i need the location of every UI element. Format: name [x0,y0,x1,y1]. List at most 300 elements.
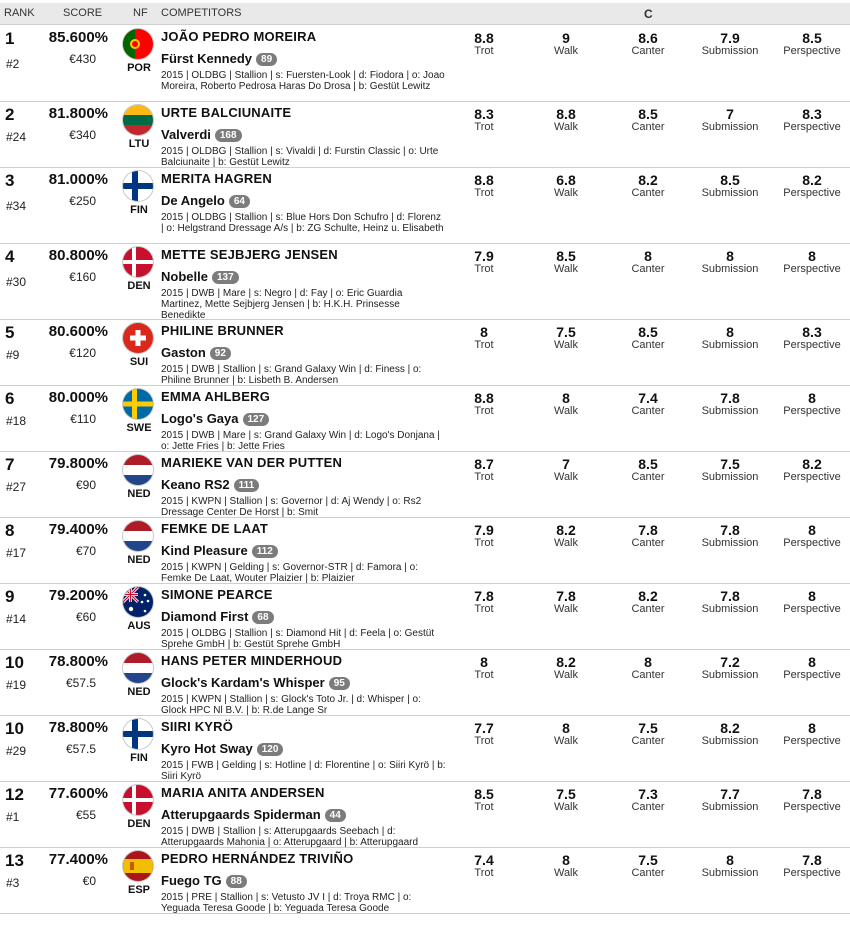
mark-perspective [767,107,850,133]
mark-value: 7.9 [474,522,494,538]
mark-trot [439,31,529,57]
mark-canter [603,523,693,549]
mark-label: Walk [553,603,579,615]
mark-value: 9 [562,30,570,46]
mark-walk [521,787,611,813]
bib-number: #14 [6,612,27,626]
mark-value: 8 [808,522,816,538]
mark-label: Perspective [783,45,841,57]
mark-value: 7.8 [720,522,740,538]
mark-value: 8.8 [474,30,494,46]
mark-label: Trot [474,121,494,133]
horse-name-text: Valverdi [161,127,211,142]
mark-walk [521,391,611,417]
mark-value: 7.9 [474,248,494,264]
mark-label: Canter [631,263,665,275]
horse-name[interactable] [161,477,259,492]
mark-label: Canter [631,603,665,615]
mark-value: 8 [562,390,570,406]
table-row[interactable] [0,102,850,168]
rider-name[interactable]: PHILINE BRUNNER [161,323,284,338]
flag-icon [123,521,153,551]
horse-name[interactable] [161,807,346,822]
horse-info: 2015 | OLDBG | Stallion | s: Vivaldi | d: Furstin Classic | o: Urte Balciunaite | b: Gestüt Lewitz [161,146,439,168]
table-header [0,3,850,25]
horse-name-text: Glock's Kardam's Whisper [161,675,325,690]
bib-number: #9 [6,348,20,362]
mark-label: Trot [474,263,494,275]
mark-value: 7.5 [638,852,658,868]
mark-walk [521,31,611,57]
nation-code: NED [127,488,151,500]
mark-label: Canter [631,471,665,483]
table-row[interactable] [0,716,850,782]
prize-money: €57.5 [65,742,96,756]
horse-info: 2015 | KWPN | Gelding | s: Governor-STR | d: Famora | o: Femke De Laat, Wouter Plaizier | b: Plaizier [161,562,418,584]
mark-canter [603,391,693,417]
mark-trot [439,787,529,813]
mark-label: Trot [474,669,494,681]
horse-name[interactable] [161,873,247,888]
mark-value: 7.7 [720,786,740,802]
nation-code: DEN [127,280,151,292]
rider-name[interactable]: JOÃO PEDRO MOREIRA [161,29,317,44]
horse-name[interactable] [161,193,250,208]
mark-value: 8 [480,324,488,340]
mark-trot [439,655,529,681]
mark-value: 8.3 [474,106,494,122]
rider-name[interactable]: MARIEKE VAN DER PUTTEN [161,455,343,470]
mark-value: 8 [644,248,652,264]
mark-label: Canter [631,669,665,681]
rank-value: 10 [5,653,24,672]
table-row[interactable] [0,386,850,452]
horse-info: 2015 | PRE | Stallion | s: Vetusto JV I | d: Troya RMC | o: Yeguada Teresa Goode | b: Yeguada Teresa Goode [161,892,412,914]
judge-header: C [644,7,653,21]
mark-value: 8.8 [556,106,576,122]
horse-name-text: Fürst Kennedy [161,51,253,66]
flag-icon [123,29,153,59]
horse-name-text: De Angelo [161,193,225,208]
mark-label: Trot [474,801,494,813]
mark-submission [685,589,775,615]
mark-label: Canter [631,187,665,199]
prize-money: €110 [70,412,96,426]
mark-label: Trot [474,537,494,549]
mark-value: 8.2 [802,172,822,188]
mark-value: 8 [562,720,570,736]
mark-label: Walk [553,121,579,133]
mark-label: Perspective [783,867,841,879]
mark-value: 8.2 [638,172,658,188]
mark-label: Canter [631,537,665,549]
horse-number-badge: 88 [226,875,247,888]
rank-value: 7 [5,455,15,474]
mark-label: Canter [631,867,665,879]
rank-value: 9 [5,587,15,606]
mark-label: Trot [474,735,494,747]
rider-name[interactable]: SIMONE PEARCE [161,587,273,602]
nation-code: FIN [130,752,148,764]
horse-name-text: Fuego TG [161,873,222,888]
horse-number-badge: 168 [215,129,242,142]
mark-trot [439,249,529,275]
mark-label: Submission [701,339,759,351]
mark-value: 7.3 [638,786,658,802]
mark-label: Perspective [783,735,841,747]
mark-label: Trot [474,405,494,417]
mark-label: Submission [701,801,759,813]
mark-canter [603,173,693,199]
mark-label: Trot [474,471,494,483]
horse-name-text: Kyro Hot Sway [161,741,253,756]
flag-icon [123,105,153,135]
mark-value: 6.8 [556,172,576,188]
mark-value: 7.5 [556,324,576,340]
mark-walk [521,655,611,681]
table-row[interactable] [0,584,850,650]
bib-number: #27 [6,480,27,494]
rider-name[interactable]: SIIRI KYRÖ [161,719,234,734]
horse-info: 2015 | KWPN | Stallion | s: Glock's Toto Jr. | d: Whisper | o: Glock HPC Nl B.V. | b: R.de Lange Sr [161,694,421,716]
flag-icon [123,389,153,419]
mark-canter [603,721,693,747]
mark-perspective [767,655,850,681]
table-row[interactable] [0,848,850,914]
mark-value: 8 [808,588,816,604]
mark-value: 8 [644,654,652,670]
bib-number: #2 [6,57,20,71]
mark-walk [521,249,611,275]
bib-number: #3 [6,876,20,890]
mark-label: Perspective [783,537,841,549]
mark-label: Submission [701,735,759,747]
flag-icon [123,785,153,815]
mark-walk [521,523,611,549]
horse-name-text: Keano RS2 [161,477,230,492]
rank-value: 1 [5,29,15,48]
mark-value: 8.5 [556,248,576,264]
mark-canter [603,655,693,681]
mark-label: Perspective [783,339,841,351]
mark-label: Canter [631,405,665,417]
nation-code: NED [127,686,151,698]
mark-label: Submission [701,45,759,57]
table-row[interactable] [0,452,850,518]
horse-number-badge: 95 [329,677,350,690]
horse-number-badge: 64 [229,195,250,208]
bib-number: #17 [6,546,27,560]
mark-value: 8.3 [802,106,822,122]
score-value: 77.400% [48,851,108,868]
bib-number: #29 [6,744,27,758]
nation-code: POR [127,62,151,74]
mark-walk [521,107,611,133]
mark-submission [685,853,775,879]
rank-value: 8 [5,521,15,540]
mark-canter [603,589,693,615]
mark-walk [521,173,611,199]
horse-number-badge: 112 [252,545,278,558]
mark-trot [439,391,529,417]
mark-value: 7.4 [638,390,658,406]
mark-label: Perspective [783,603,841,615]
rank-value: 13 [5,851,24,870]
mark-submission [685,249,775,275]
mark-submission [685,107,775,133]
table-row[interactable] [0,320,850,386]
mark-perspective [767,523,850,549]
rider-name[interactable]: URTE BALCIUNAITE [161,105,292,120]
nation-code: SUI [129,356,149,368]
rider-name[interactable]: PEDRO HERNÁNDEZ TRIVIÑO [161,851,354,866]
mark-perspective [767,325,850,351]
mark-label: Canter [631,801,665,813]
mark-canter [603,787,693,813]
mark-walk [521,457,611,483]
rank-value: 2 [5,105,15,124]
horse-number-badge: 92 [210,347,231,360]
mark-canter [603,457,693,483]
flag-icon [123,455,153,485]
mark-walk [521,325,611,351]
mark-label: Walk [553,405,579,417]
mark-label: Submission [701,405,759,417]
score-header[interactable]: SCORE [63,7,103,19]
horse-name[interactable] [161,345,231,360]
table-row[interactable] [0,168,850,244]
score-value: 79.400% [48,521,108,538]
rider-name[interactable]: FEMKE DE LAAT [161,521,269,536]
mark-value: 8 [808,248,816,264]
mark-canter [603,853,693,879]
mark-trot [439,457,529,483]
mark-value: 8 [808,654,816,670]
mark-perspective [767,31,850,57]
table-row[interactable] [0,244,850,320]
bib-number: #18 [6,414,27,428]
rider-name[interactable]: HANS PETER MINDERHOUD [161,653,343,668]
mark-trot [439,107,529,133]
horse-name[interactable] [161,675,350,690]
mark-perspective [767,173,850,199]
nation-code: NED [127,554,151,566]
mark-value: 8.6 [638,30,658,46]
table-row[interactable] [0,650,850,716]
mark-label: Submission [701,471,759,483]
horse-info: 2015 | DWB | Mare | s: Negro | d: Fay | o: Eric Guardia Martinez, Mette Sejbjerg Jensen | b: H.K.H. Prinsesse Benedikte [161,288,403,321]
rank-value: 4 [5,247,15,266]
prize-money: €90 [75,478,96,492]
mark-value: 7.8 [802,786,822,802]
score-value: 80.600% [48,323,108,340]
bib-number: #24 [6,130,27,144]
rank-value: 3 [5,171,15,190]
mark-walk [521,589,611,615]
mark-label: Canter [631,45,665,57]
horse-name-text: Atterupgaards Spiderman [161,807,321,822]
score-value: 77.600% [48,785,108,802]
score-value: 79.200% [48,587,108,604]
competitors-header[interactable]: COMPETITORS [161,7,242,19]
prize-money: €250 [69,194,96,208]
rank-header[interactable]: RANK [4,7,35,19]
mark-canter [603,31,693,57]
mark-value: 8 [726,248,734,264]
horse-info: 2015 | OLDBG | Stallion | s: Fuersten-Look | d: Fiodora | o: Joao Moreira, Roberto Pedrosa Haras Do Drosa | b: Gestüt Lewitz [161,70,445,92]
mark-canter [603,249,693,275]
mark-trot [439,589,529,615]
horse-name[interactable] [161,411,269,426]
mark-value: 8 [808,390,816,406]
score-value: 79.800% [48,455,108,472]
nf-header[interactable]: NF [133,7,148,19]
rider-name[interactable]: METTE SEJBJERG JENSEN [161,247,338,262]
flag-icon [123,587,153,617]
mark-label: Submission [701,669,759,681]
mark-value: 7.2 [720,654,740,670]
mark-label: Submission [701,263,759,275]
mark-label: Walk [553,867,579,879]
horse-number-badge: 137 [212,271,239,284]
mark-label: Trot [474,339,494,351]
mark-submission [685,31,775,57]
mark-value: 8.2 [802,456,822,472]
mark-value: 8 [808,720,816,736]
horse-name[interactable] [161,609,274,624]
horse-number-badge: 127 [243,413,270,426]
mark-label: Walk [553,735,579,747]
score-value: 78.800% [48,719,108,736]
horse-number-badge: 68 [252,611,273,624]
mark-label: Trot [474,187,494,199]
table-row[interactable] [0,518,850,584]
rider-name[interactable]: EMMA AHLBERG [161,389,271,404]
prize-money: €430 [69,52,96,66]
horse-name[interactable] [161,543,278,558]
mark-perspective [767,853,850,879]
mark-label: Perspective [783,405,841,417]
mark-value: 7.8 [474,588,494,604]
rider-name[interactable]: MARIA ANITA ANDERSEN [161,785,325,800]
mark-submission [685,325,775,351]
score-value: 81.800% [48,105,108,122]
mark-label: Perspective [783,471,841,483]
flag-icon [123,719,153,749]
horse-name-text: Kind Pleasure [161,543,248,558]
horse-name[interactable] [161,51,277,66]
score-value: 80.800% [48,247,108,264]
mark-label: Trot [474,45,494,57]
horse-info: 2015 | FWB | Gelding | s: Hotline | d: Florentine | o: Siiri Kyrö | b: Siiri Kyrö [161,760,446,782]
bib-number: #34 [6,199,27,213]
horse-name[interactable] [161,741,283,756]
mark-submission [685,457,775,483]
prize-money: €160 [69,270,96,284]
mark-trot [439,523,529,549]
mark-value: 8.7 [474,456,494,472]
mark-value: 8.5 [638,324,658,340]
horse-info: 2015 | OLDBG | Stallion | s: Blue Hors Don Schufro | d: Florenz | o: Helgstrand Dressage A/s | b: ZG Schulte, Heinz u. Elisabeth [161,212,444,234]
mark-value: 8 [726,324,734,340]
mark-label: Submission [701,121,759,133]
mark-value: 8.5 [802,30,822,46]
rank-value: 10 [5,719,24,738]
horse-info: 2015 | DWB | Mare | s: Grand Galaxy Win | d: Logo's Donjana | o: Jette Fries | b: Jette Fries [161,430,440,452]
mark-label: Walk [553,339,579,351]
mark-value: 7.7 [474,720,494,736]
mark-submission [685,721,775,747]
table-row[interactable] [0,782,850,848]
mark-value: 7.8 [802,852,822,868]
rank-value: 12 [5,785,24,804]
table-row[interactable] [0,26,850,102]
mark-submission [685,787,775,813]
mark-trot [439,853,529,879]
prize-money: €0 [82,874,96,888]
mark-value: 8 [480,654,488,670]
mark-submission [685,523,775,549]
nation-code: FIN [130,204,148,216]
score-value: 81.000% [48,171,108,188]
mark-value: 7 [726,106,734,122]
mark-label: Submission [701,187,759,199]
mark-value: 8.8 [474,390,494,406]
mark-label: Walk [553,471,579,483]
flag-icon [123,851,153,881]
score-value: 80.000% [48,389,108,406]
horse-info: 2015 | DWB | Stallion | s: Atterupgaards Seebach | d: Atterupgaards Mahonia | o: Atterupgaard | b: Atterupgaard [161,826,419,848]
mark-perspective [767,721,850,747]
mark-perspective [767,787,850,813]
horse-name[interactable] [161,269,239,284]
score-value: 85.600% [48,29,108,46]
prize-money: €57.5 [65,676,96,690]
mark-value: 7.5 [556,786,576,802]
mark-label: Walk [553,187,579,199]
score-value: 78.800% [48,653,108,670]
flag-icon [123,323,153,353]
mark-perspective [767,391,850,417]
rider-name[interactable]: MERITA HAGREN [161,171,272,186]
mark-trot [439,325,529,351]
prize-money: €340 [69,128,96,142]
mark-submission [685,173,775,199]
horse-name[interactable] [161,127,242,142]
mark-value: 7 [562,456,570,472]
mark-value: 7.8 [638,522,658,538]
nation-code: LTU [128,138,150,150]
mark-label: Submission [701,537,759,549]
mark-value: 8.5 [474,786,494,802]
mark-value: 7.4 [474,852,494,868]
mark-value: 8.2 [638,588,658,604]
flag-icon [123,171,153,201]
prize-money: €60 [75,610,96,624]
horse-name-text: Nobelle [161,269,208,284]
mark-canter [603,107,693,133]
horse-name-text: Logo's Gaya [161,411,239,426]
horse-number-badge: 89 [256,53,277,66]
bib-number: #30 [6,275,27,289]
horse-info: 2015 | OLDBG | Stallion | s: Diamond Hit | d: Feela | o: Gestüt Sprehe GmbH | b: Gestüt Sprehe GmbH [161,628,435,650]
mark-label: Trot [474,867,494,879]
nation-code: ESP [127,884,150,896]
mark-value: 7.8 [720,390,740,406]
mark-label: Perspective [783,121,841,133]
mark-label: Trot [474,603,494,615]
horse-info: 2015 | DWB | Stallion | s: Grand Galaxy Win | d: Finess | o: Philine Brunner | b: Lisbeth B. Andersen [161,364,422,386]
